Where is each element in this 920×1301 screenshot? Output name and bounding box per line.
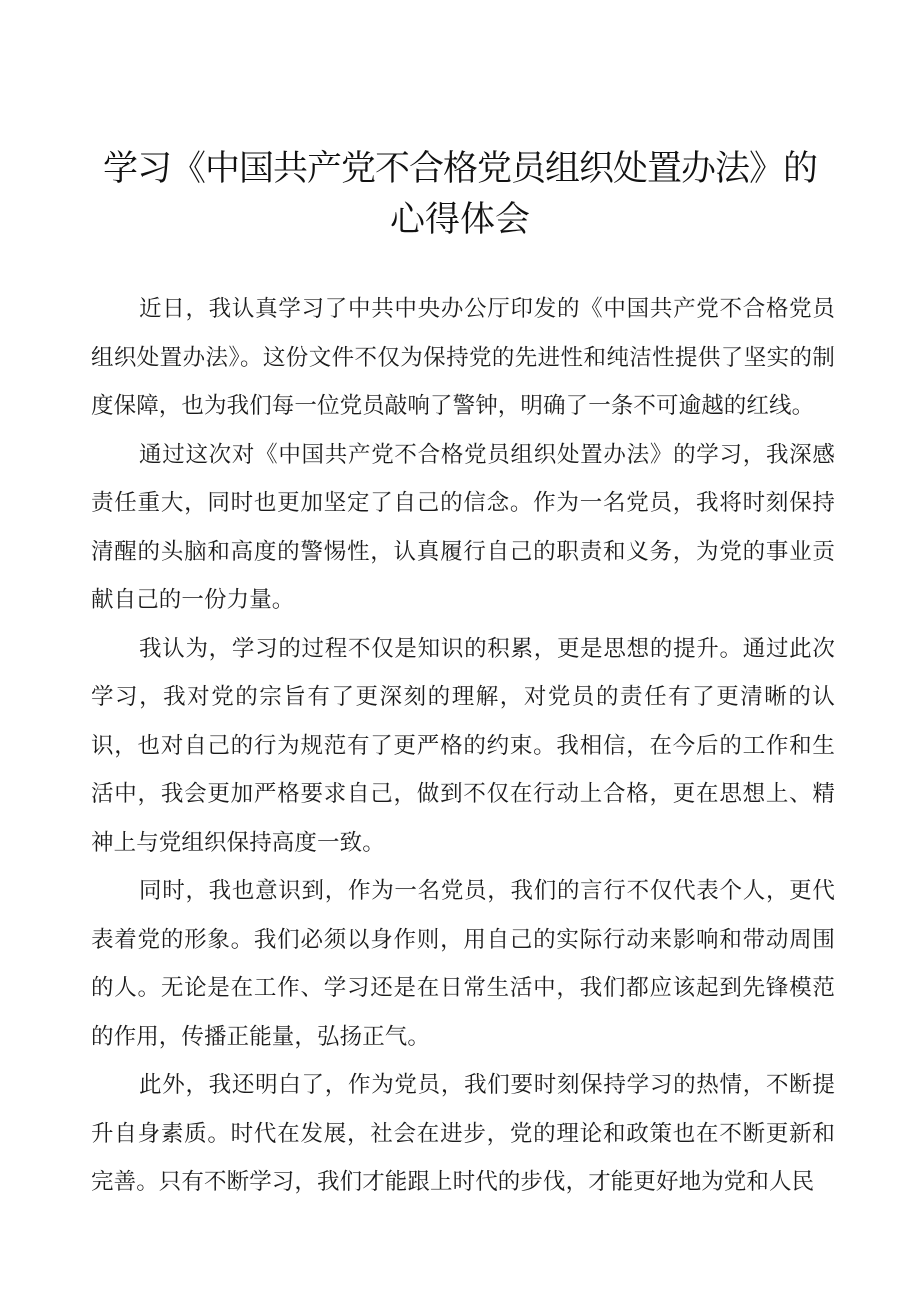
document-body (91, 285, 835, 1207)
document-title-line-2: 心得体会 (389, 200, 530, 240)
paragraph-2: 通过这次对《中国共产党不合格党员组织处置办法》的学习，我深感责任重大，同时也更加坚定了自己的信念。作为一名党员，我将时刻保持清醒的头脑和高度的警惕性，认真履行自己的职责和义务，为党的事业贡献自己的一份力量。 (91, 441, 835, 613)
document-title-line-1: 学习《中国共产党不合格党员组织处置办法》的 (102, 149, 817, 189)
paragraph-4: 同时，我也意识到，作为一名党员，我们的言行不仅代表个人，更代表着党的形象。我们必须以身作则，用自己的实际行动来影响和带动周围的人。无论是在工作、学习还是在日常生活中，我们都应该起到先锋模范的作用，传播正能量，弘扬正气。 (91, 878, 835, 1050)
paragraph-3: 我认为，学习的过程不仅是知识的积累，更是思想的提升。通过此次学习，我对党的宗旨有了更深刻的理解，对党员的责任有了更清晰的认识，也对自己的行为规范有了更严格的约束。我相信，在今后的工作和生活中，我会更加严格要求自己，做到不仅在行动上合格，更在思想上、精神上与党组织保持高度一致。 (91, 635, 835, 856)
paragraph-1: 近日，我认真学习了中共中央办公厅印发的《中国共产党不合格党员组织处置办法》。这份文件不仅为保持党的先进性和纯洁性提供了坚实的制度保障，也为我们每一位党员敲响了警钟，明确了一条不可逾越的红线。 (91, 296, 835, 419)
paragraph-5: 此外，我还明白了，作为党员，我们要时刻保持学习的热情，不断提升自身素质。时代在发展，社会在进步，党的理论和政策也在不断更新和完善。只有不断学习，我们才能跟上时代的步伐，才能更好地为党和人民 (91, 1072, 835, 1195)
